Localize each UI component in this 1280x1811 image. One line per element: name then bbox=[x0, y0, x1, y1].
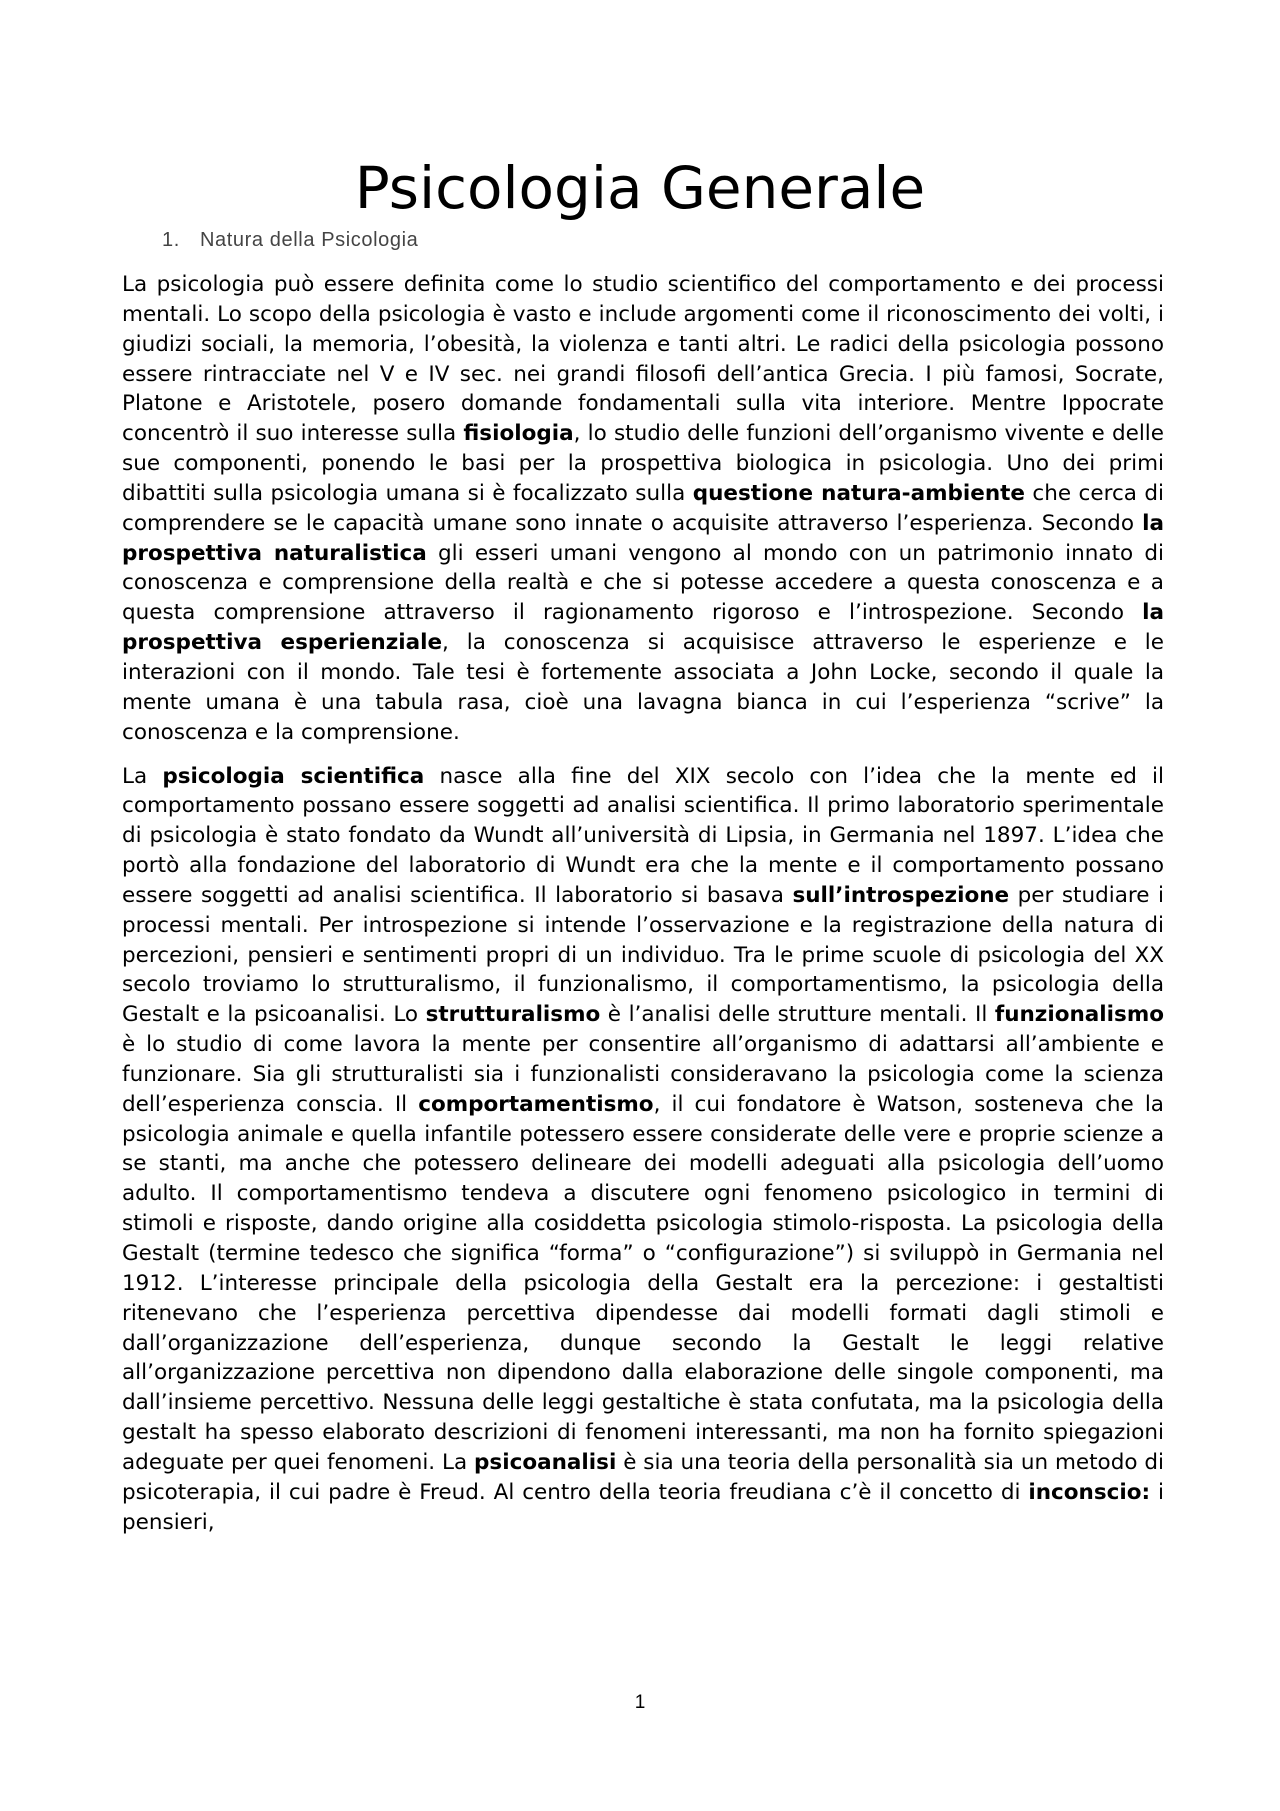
text-run: i pensieri, bbox=[122, 1479, 1164, 1535]
text-run: , il cui fondatore è Watson, sosteneva che la psicologia animale e quella infantile potessero essere considerate delle vere e proprie scienze a se stanti, ma anche che potessero delineare dei modelli adeguati alla psicologia dell’uomo adulto. Il comportamentismo tendeva a discutere ogni fenomeno psicologico in termini di stimoli e risposte, dando origine alla cosiddetta psicologia stimolo-risposta. La psicologia della Gestalt (termine tedesco che significa “forma” o “configurazione”) si sviluppò in Germania nel 1912. L’interesse principale della psicologia della Gestalt era la percezione: i gestaltisti ritenevano che l’esperienza percettiva dipendesse dai modelli formati dagli stimoli e dall’organizzazione dell’esperienza, dunque secondo la Gestalt le leggi relative all’organizzazione percettiva non dipendono dalla elaborazione delle singole componenti, ma dall’insieme percettivo. Nessuna delle leggi gestaltiche è stata confutata, ma la psicologia della gestalt ha spesso elaborato descrizioni di fenomeni interessanti, ma non ha fornito spiegazioni adeguate per quei fenomeni. La bbox=[122, 1091, 1164, 1475]
body-text bbox=[122, 270, 1164, 1551]
section-heading bbox=[162, 226, 418, 254]
section-number: 1. bbox=[162, 229, 180, 251]
bold-term: inconscio: bbox=[1028, 1479, 1151, 1505]
text-run: che cerca di comprendere se le capacità umane sono innate o acquisite attraverso l’esperienza. Secondo bbox=[122, 480, 1164, 536]
text-run: è sia una teoria della personalità sia un metodo di psicoterapia, il cui padre è Freud. Al centro della teoria freudiana c’è il concetto di bbox=[122, 1449, 1164, 1505]
bold-term: psicologia scientifica bbox=[162, 763, 425, 789]
text-run: è lo studio di come lavora la mente per consentire all’organismo di adattarsi all’ambiente e funzionare. Sia gli strutturalisti sia i funzionalisti consideravano la psicologia come la scienza dell’esperienza conscia. Il bbox=[122, 1032, 1164, 1117]
paragraph bbox=[122, 270, 1164, 748]
text-run: La psicologia può essere definita come lo studio scientifico del comportamento e dei processi mentali. Lo scopo della psicologia è vasto e include argomenti come il riconoscimento dei volti, i giudizi sociali, la memoria, l’obesità, la violenza e tanti altri. Le radici della psicologia possono essere rintracciate nel V e IV sec. nei grandi filosofi dell’antica Grecia. I più famosi, Socrate, Platone e Aristotele, posero domande fondamentali sulla vita interiore. Mentre Ippocrate concentrò il suo interesse sulla bbox=[122, 272, 1164, 447]
bold-term: questione natura-ambiente bbox=[692, 480, 1025, 506]
text-run: nasce alla fine del XIX secolo con l’idea che la mente ed il comportamento possano essere soggetti ad analisi scientifica. Il primo laboratorio sperimentale di psicologia è stato fondato da Wundt all’università di Lipsia, in Germania nel 1897. L’idea che portò alla fondazione del laboratorio di Wundt era che la mente e il comportamento possano essere soggetti ad analisi scientifica. Il laboratorio si basava bbox=[122, 763, 1164, 908]
bold-term: comportamentismo bbox=[418, 1091, 654, 1117]
bold-term: psicoanalisi bbox=[474, 1449, 617, 1475]
page-number: 1 bbox=[634, 1692, 646, 1713]
bold-term: sull’introspezione bbox=[792, 882, 1010, 908]
bold-term: fisiologia bbox=[463, 421, 574, 447]
text-run: La bbox=[122, 763, 163, 789]
bold-term: la prospettiva esperienziale bbox=[122, 600, 1164, 656]
text-run: gli esseri umani vengono al mondo con un patrimonio innato di conoscenza e comprensione della realtà e che si potesse accedere a questa conoscenza e a questa comprensione attraverso il ragionamento rigoroso e l’introspezione. Secondo bbox=[122, 540, 1164, 626]
text-run: , lo studio delle funzioni dell’organismo vivente e delle sue componenti, ponendo le basi per la prospettiva biologica in psicologia. Uno dei primi dibattiti sulla psicologia umana si è focalizzato sulla bbox=[122, 421, 1164, 506]
section-label: Natura della Psicologia bbox=[200, 229, 419, 251]
bold-term: la prospettiva naturalistica bbox=[122, 510, 1164, 566]
paragraph bbox=[122, 762, 1164, 1538]
text-run: per studiare i processi mentali. Per introspezione si intende l’osservazione e la registrazione della natura di percezioni, pensieri e sentimenti propri di un individuo. Tra le prime scuole di psicologia del XX secolo troviamo lo strutturalismo, il funzionalismo, il comportamentismo, la psicologia della Gestalt e la psicoanalisi. Lo bbox=[122, 882, 1164, 1028]
text-run: è l’analisi delle strutture mentali. Il bbox=[600, 1002, 995, 1028]
bold-term: funzionalismo bbox=[994, 1002, 1164, 1028]
document-title: Psicologia Generale bbox=[354, 154, 926, 222]
text-run: , la conoscenza si acquisisce attraverso le esperienze e le interazioni con il mondo. Tale tesi è fortemente associata a John Locke, secondo il quale la mente umana è una tabula rasa, cioè una lavagna bianca in cui l’esperienza “scrive” la conoscenza e la comprensione. bbox=[122, 630, 1164, 745]
bold-term: strutturalismo bbox=[425, 1002, 601, 1028]
